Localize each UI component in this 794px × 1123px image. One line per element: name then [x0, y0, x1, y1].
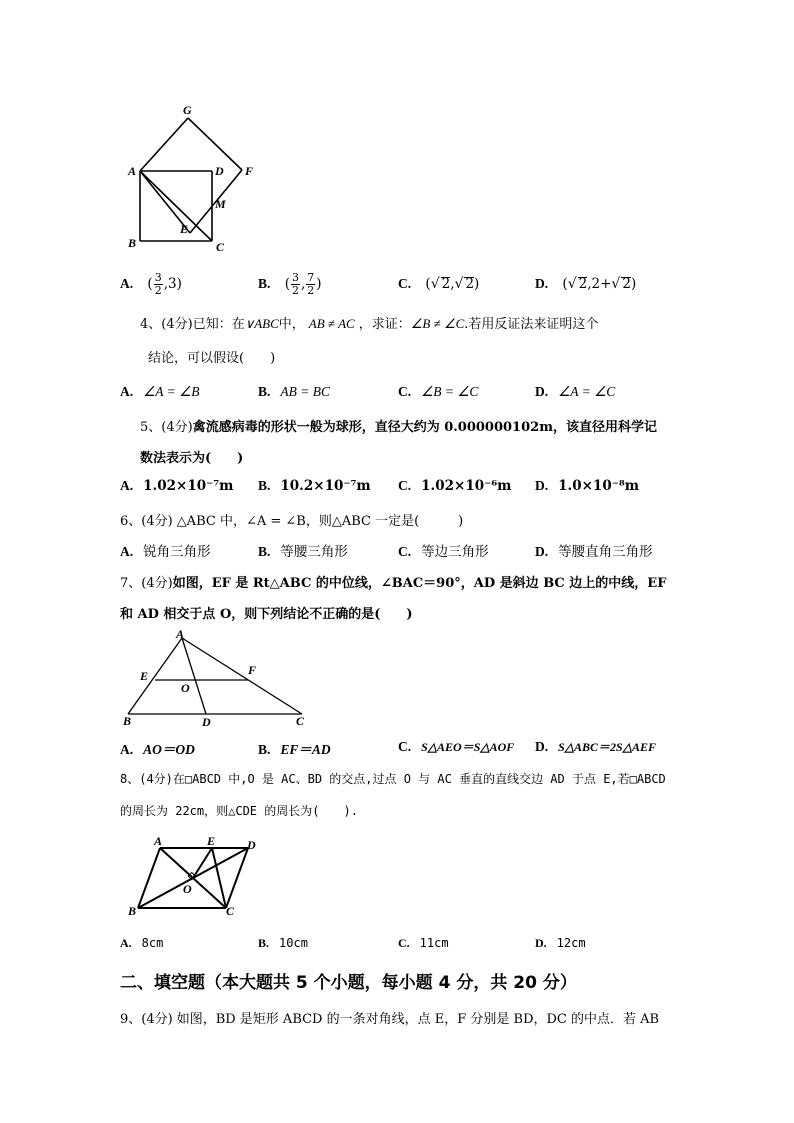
q9-stem: [120, 1008, 659, 1027]
q8-stem-line2: 的周长为 22cm，则△CDE 的周长为( ).: [120, 804, 358, 818]
q4-number: 4、(4分): [140, 317, 193, 332]
q5-text: 禽流感病毒的形状一般为球形，直径大约为 0.000000102m，该直径用科学记: [192, 420, 657, 435]
fig3-label-f: F: [245, 164, 254, 178]
q3-option-a[interactable]: A. ( $\frac{3}{2}$ ,3): [120, 271, 182, 297]
fig3-line-gf: [188, 118, 242, 170]
q7-option-a[interactable]: A. AO＝OD: [120, 742, 195, 757]
figure-parallelogram: [120, 832, 270, 924]
q7-option-c[interactable]: C. S△AEO＝S△AOF: [398, 739, 515, 754]
q3-option-b-value: ( $\frac{3}{2}$ , $\frac{7}{2}$ ): [284, 271, 322, 297]
fig8-label-c: C: [226, 904, 235, 918]
fig7-label-o: O: [181, 681, 190, 695]
q8-option-a[interactable]: A. 8cm: [120, 936, 164, 950]
q8-number: 8、(4分): [120, 772, 173, 786]
fig3-line-ag: [140, 118, 188, 171]
q7-option-d[interactable]: D. S△ABC＝2S△AEF: [535, 739, 656, 754]
fig8-label-b: B: [128, 904, 137, 918]
fig7-label-d: D: [202, 715, 211, 729]
q8-option-c[interactable]: C. 11cm: [398, 936, 449, 950]
fig7-line-ac: [182, 638, 302, 714]
q5-option-a[interactable]: A. 1.02×10⁻⁷m: [120, 478, 234, 494]
q4-option-c[interactable]: C. ∠B = ∠C: [398, 384, 479, 399]
fig8-label-o: O: [183, 882, 192, 896]
q3-option-c[interactable]: C. (√ 2,√ 2): [398, 276, 480, 292]
fig7-line-ad: [182, 638, 206, 714]
fig7-label-f: F: [248, 663, 257, 677]
section-title-fill-in: 二、填空题（本大题共 5 个小题，每小题 4 分，共 20 分）: [120, 973, 577, 993]
q4-text-b: 中，: [278, 317, 305, 332]
q8-stem: [120, 770, 666, 787]
q6-number: 6、(4分): [120, 514, 173, 529]
q7-option-b[interactable]: B. EF＝AD: [258, 742, 331, 757]
q6-option-d[interactable]: D. 等腰直角三角形: [535, 544, 653, 560]
fig7-line-ab: [128, 638, 182, 714]
q4-condition: AB ≠ AC: [308, 316, 355, 331]
q4-stem: [140, 313, 598, 332]
figure-square-geometry: [120, 98, 270, 258]
fig8-label-e: E: [207, 834, 216, 848]
q4-triangle: ∨ABC: [244, 316, 279, 331]
q4-option-d[interactable]: D. ∠A = ∠C: [535, 384, 616, 399]
q6-option-a[interactable]: A. 锐角三角形: [120, 544, 211, 560]
q5-option-d[interactable]: D. 1.0×10⁻⁸m: [535, 478, 640, 494]
fig7-label-b: B: [123, 714, 132, 728]
figure-right-triangle: [118, 628, 318, 730]
fig8-line-ec: [212, 848, 226, 908]
fig3-label-d: D: [215, 164, 224, 178]
q4-stem-line2: 结论，可以假设( ): [148, 351, 276, 366]
fig8-line-cd: [226, 848, 248, 908]
q5-number: 5、(4分): [140, 420, 193, 435]
q3-option-d[interactable]: D. (√ 2,2+√ 2): [535, 276, 637, 292]
q4-option-b[interactable]: B. AB = BC: [258, 384, 330, 399]
q7-number: 7、(4分): [120, 576, 173, 591]
q4-goal: ∠B ≠ ∠C: [410, 316, 465, 331]
fig8-line-ab: [138, 848, 160, 908]
fig7-label-a: A: [176, 628, 185, 641]
q8-option-d[interactable]: D. 12cm: [535, 936, 586, 950]
fig8-label-d: D: [247, 838, 256, 852]
q5-option-b[interactable]: B. 10.2×10⁻⁷m: [258, 478, 371, 494]
q5-stem: [140, 416, 657, 435]
q6-stem: [120, 510, 463, 529]
q4-text-d: .若用反证法来证明这个: [464, 317, 599, 332]
fig3-label-a: A: [128, 164, 137, 178]
q4-option-a[interactable]: A. ∠A = ∠B: [120, 384, 200, 399]
q8-line1: 在□ABCD 中,O 是 AC、BD 的交点,过点 O 与 AC 垂直的直线交边 AD 于点 E,若□ABCD: [172, 772, 666, 786]
fig3-label-c: C: [216, 240, 225, 254]
q4-text-c: ，求证：: [358, 317, 411, 332]
q7-stem-line2: 和 AD 相交于点 O，则下列结论不正确的是( ): [120, 607, 413, 622]
q6-option-c[interactable]: C. 等边三角形: [398, 544, 489, 560]
q6-text: △ABC 中，∠A = ∠B，则△ABC 一定是( ): [176, 514, 464, 529]
q6-option-b[interactable]: B. 等腰三角形: [258, 544, 348, 560]
q7-line1: 如图，EF 是 Rt△ABC 的中位线，∠BAC＝90°，AD 是斜边 BC 边上的中线，EF: [172, 576, 667, 591]
q3-option-a-value: ( $\frac{3}{2}$ ,3): [147, 271, 182, 297]
fig7-label-c: C: [296, 714, 305, 728]
q3-option-d-value: (√ 2,2+√ 2): [562, 276, 637, 292]
q8-option-b[interactable]: B. 10cm: [258, 936, 308, 950]
fig3-label-m: M: [215, 197, 226, 211]
fig3-line-ac: [140, 171, 212, 241]
q7-stem: [120, 572, 666, 591]
fig3-label-e: E: [180, 222, 189, 236]
q3-option-c-value: (√ 2,√ 2): [425, 276, 480, 292]
q9-text: 如图，BD 是矩形 ABCD 的一条对角线，点 E，F 分别是 BD，DC 的中点．若 AB: [176, 1012, 660, 1027]
fig8-label-a: A: [154, 834, 163, 848]
q9-number: 9、(4分): [120, 1012, 173, 1027]
q5-option-c[interactable]: C. 1.02×10⁻⁶m: [398, 478, 512, 494]
q5-stem-line2: 数法表示为( ): [140, 451, 244, 466]
fig3-label-b: B: [128, 236, 137, 250]
fig3-label-g: G: [183, 103, 192, 117]
fig7-label-e: E: [140, 669, 149, 683]
q4-text-a: 已知：在: [192, 317, 245, 332]
q3-option-b[interactable]: B. ( $\frac{3}{2}$ , $\frac{7}{2}$ ): [258, 271, 322, 297]
